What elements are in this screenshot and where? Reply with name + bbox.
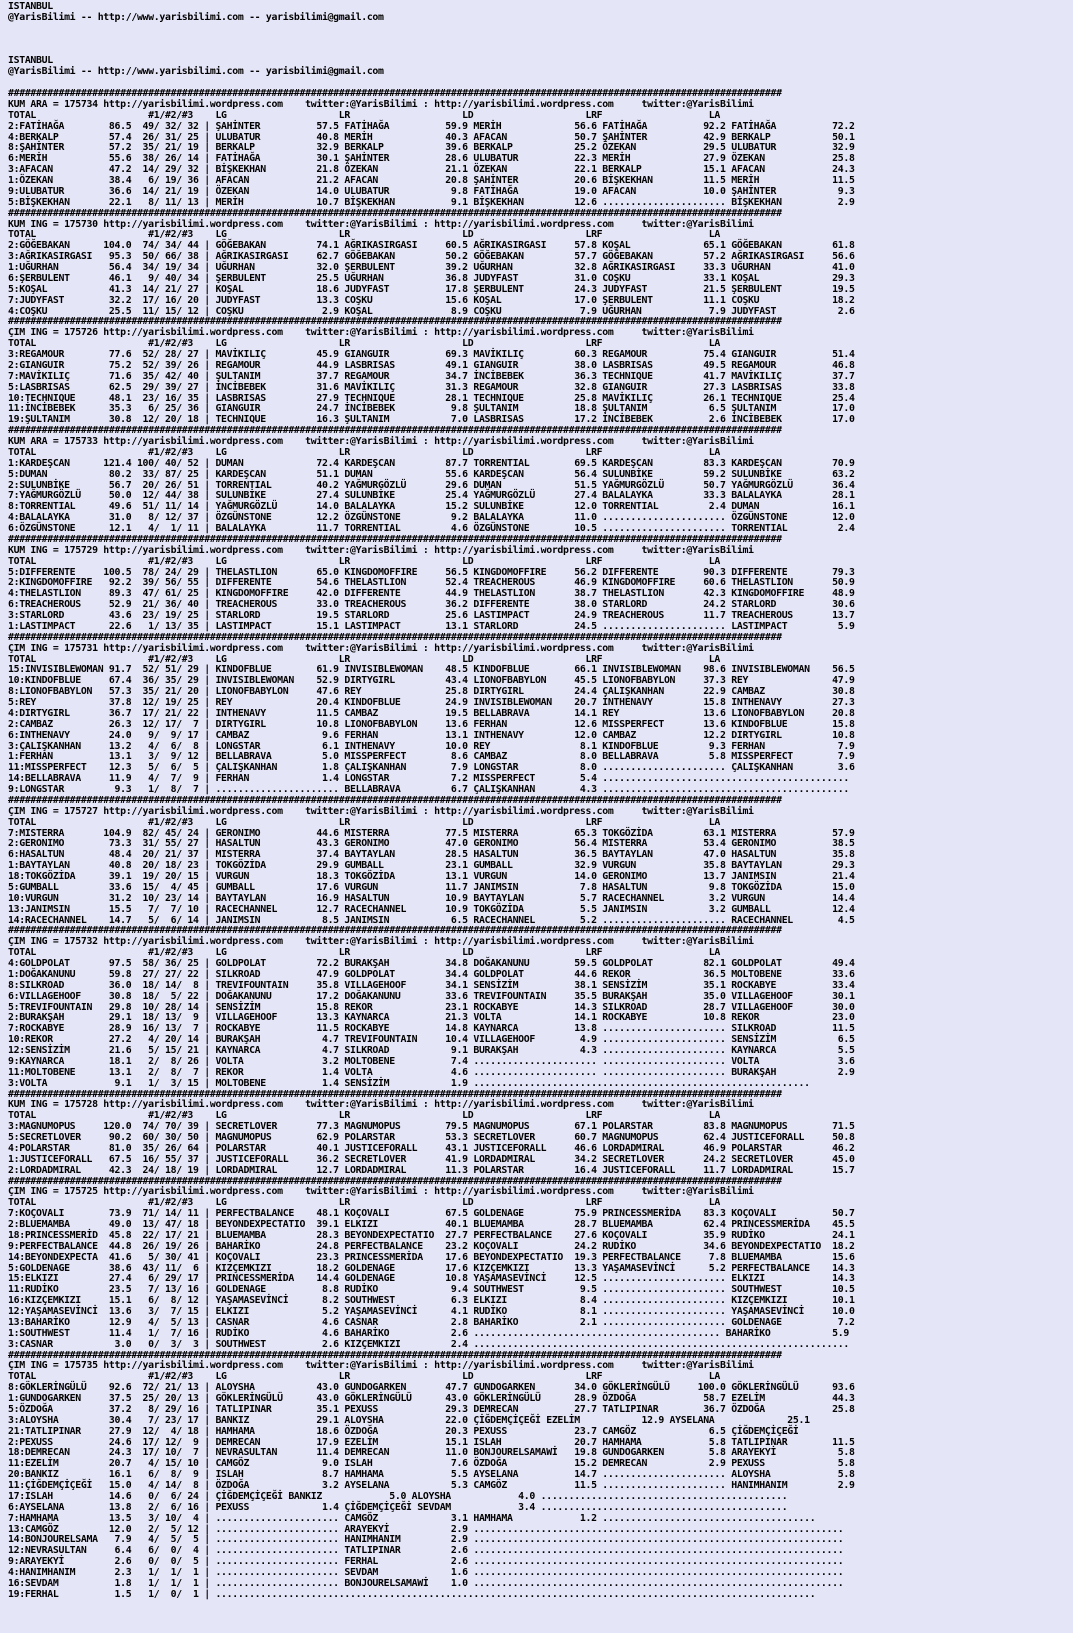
table-row: 14:BONJOURELSAMA 7.9 4/ 5/ 5 | ...................... HANIMHANIM 2.9 ..................................................................	[8, 1534, 844, 1546]
table-row: 20:BANKIZ 16.1 6/ 8/ 9 | ISLAH 8.7 HAMHAMA 5.5 AYSELANA 14.7 ...................... ALOYSHA 5.8	[8, 1469, 855, 1481]
table-row: 2:CAMBAZ 26.3 12/ 17/ 7 | DIRTYGIRL 10.8 LIONOFBABYLON 13.6 FERHAN 12.6 MISSPERFECT 13.6 KINDOFBLUE 15.8	[8, 718, 855, 730]
separator-line: ##########################################################################################################################################	[8, 925, 782, 937]
table-row: 3:MAGNUMOPUS 120.0 74/ 70/ 39 | SECRETLOVER 77.3 MAGNUMOPUS 79.5 MAGNUMOPUS 67.1 POLARSTAR 83.8 MAGNUMOPUS 71.5	[8, 1121, 855, 1133]
table-row: 3:AFACAN 47.2 14/ 29/ 32 | BİŞKEKHAN 21.8 ÖZEKAN 21.1 ÖZEKAN 22.1 BERKALP 15.1 AFACAN 24.3	[8, 164, 855, 176]
table-row: 9:PERFECTBALANCE 44.8 26/ 19/ 26 | BAHARİKO 24.8 PERFECTBALANCE 23.2 KOÇOVALI 24.2 RUDİKO 34.6 BEYONDEXPECTATIO 18.2	[8, 1240, 855, 1252]
column-headers: TOTAL #1/#2/#3 LG LR LD LRF LA	[8, 1197, 721, 1209]
race-header: KUM ING = 175729 http://yarisbilimi.wordpress.com twitter:@YarisBilimi : http://yarisbilimi.wordpress.com twitter:@YarisBilimi	[8, 544, 754, 556]
table-row: 4:GOLDPOLAT 97.5 58/ 36/ 25 | GOLDPOLAT 72.2 BURAKŞAH 34.8 DOĞAKANUNU 59.5 GOLDPOLAT 82.1 GOLDPOLAT 49.4	[8, 958, 855, 969]
table-row: 2:PEXUSS 24.6 17/ 12/ 9 | DEMRECAN 17.9 EZELİM 15.1 ISLAH 20.7 HAMHAMA 5.8 TATLIPINAR 11.5	[8, 1436, 855, 1448]
separator-line: ##########################################################################################################################################	[8, 1175, 782, 1187]
table-row: 4:BALALAYKA 31.0 8/ 12/ 37 | ÖZGÜNSTONE 12.2 ÖZGÜNSTONE 9.2 BALALAYKA 11.0 ...................... ÖZGÜNSTONE 12.0	[8, 512, 855, 524]
table-row: 6:INTHENAVY 24.0 9/ 9/ 17 | CAMBAZ 9.6 FERHAN 13.1 INTHENAVY 12.0 CAMBAZ 12.2 DIRTYGIRL 10.8	[8, 729, 855, 741]
table-row: 2:KINGDOMOFFIRE 92.2 39/ 56/ 55 | DIFFERENTE 54.6 THELASTLION 52.4 TREACHEROUS 46.9 KINGDOMOFFIRE 60.6 THELASTLION 50.9	[8, 577, 855, 589]
table-row: 4:DIRTYGIRL 36.7 17/ 21/ 22 | INTHENAVY 11.5 CAMBAZ 19.5 BELLABRAVA 14.1 REY 13.6 LIONOFBABYLON 20.8	[8, 707, 855, 719]
separator-line: ##########################################################################################################################################	[8, 533, 782, 545]
race-tables	[8, 88, 855, 1600]
table-row: 5:REY 37.8 12/ 19/ 25 | REY 20.4 KINDOFBLUE 24.9 INVISIBLEWOMAN 20.7 İNTHENAVY 15.8 INTHENAVY 27.3	[8, 697, 855, 708]
table-row: 13:JANIMSIN 15.5 7/ 7/ 10 | RACECHANNEL 12.7 RACECHANNEL 10.9 TOKGÖZİDA 5.5 JANIMSIN 3.2 GUMBALL 12.4	[8, 903, 855, 915]
table-row: 18:TOKGÖZİDA 39.1 19/ 20/ 15 | VURGUN 18.3 TOKGÖZİDA 13.1 VURGUN 14.0 GERONIMO 13.7 JANIMSIN 21.4	[8, 871, 855, 882]
table-row: 4:COŞKU 25.5 11/ 15/ 12 | COŞKU 2.9 KOŞAL 8.9 COŞKU 7.9 UĞURHAN 7.9 JUDYFAST 2.6	[8, 305, 855, 317]
table-row: 3:VOLTA 9.1 1/ 3/ 15 | MOLTOBENE 1.4 SENSİZİM 1.9 ............................................................	[8, 1077, 810, 1089]
table-row: 10:KINDOFBLUE 67.4 36/ 35/ 29 | INVISIBLEWOMAN 52.9 DIRTYGIRL 43.4 LIONOFBABYLON 45.5 LIONOFBABYLON 37.3 REY 47.9	[8, 675, 855, 687]
table-row: 7:YAĞMURGÖZLÜ 50.0 12/ 44/ 38 | SULUNBİKE 27.4 SULUNBİKE 25.4 YAĞMURGÖZLÜ 27.4 BALALAYKA 33.3 BALALAYKA 28.1	[8, 490, 855, 502]
table-row: 4:BERKALP 57.4 26/ 31/ 25 | ULUBATUR 40.8 MERİH 40.3 AFACAN 50.7 ŞAHİNTER 42.9 BERKALP 50.1	[8, 131, 855, 143]
table-row: 2:GERONIMO 73.3 31/ 55/ 27 | HASALTUN 43.3 GERONIMO 47.0 GERONIMO 56.4 MISTERRA 53.4 GERONIMO 38.5	[8, 838, 855, 850]
table-row: 2:BURAKŞAH 29.1 18/ 13/ 9 | VILLAGEHOOF 13.3 KAYNARCA 21.3 VOLTA 14.1 ROCKABYE 10.8 REKOR 23.0	[8, 1012, 855, 1024]
race-header: KUM ING = 175730 http://yarisbilimi.wordpress.com twitter:@YarisBilimi : http://yarisbilimi.wordpress.com twitter:@YarisBilimi	[8, 218, 754, 230]
table-row: 3:STARLORD 43.6 23/ 19/ 25 | STARLORD 19.5 STARLORD 25.6 LASTIMPACT 24.9 TREACHEROUS 11.7 TREACHEROUS 13.7	[8, 610, 855, 621]
separator-line: ##########################################################################################################################################	[8, 316, 782, 328]
column-headers: TOTAL #1/#2/#3 LG LR LD LRF LA	[8, 947, 721, 959]
table-row: 12:SENSİZİM 21.6 5/ 15/ 21 | KAYNARCA 4.7 SILKROAD 9.1 BURAKŞAH 4.3 ...................... KAYNARCA 5.5	[8, 1045, 855, 1056]
separator-line: ##########################################################################################################################################	[8, 631, 782, 643]
table-row: 1:BAYTAYLAN 40.8 20/ 18/ 23 | TOKGÖZİDA 29.9 GUMBALL 23.1 GUMBALL 32.9 VURGUN 35.8 BAYTAYLAN 29.3	[8, 860, 855, 872]
table-row: 4:THELASTLION 89.3 47/ 61/ 25 | KINGDOMOFFIRE 42.0 DIFFERENTE 44.9 THELASTLION 38.7 THELASTLION 42.3 KINGDOMOFFIRE 48.9	[8, 588, 855, 600]
table-row: 11:İNCİBEBEK 35.3 6/ 25/ 36 | GIANGUIR 24.7 İNCİBEBEK 9.8 ŞULTANIM 18.8 ŞULTANIM 6.5 ŞULTANIM 17.0	[8, 403, 855, 415]
table-row: 5:DUMAN 80.2 33/ 87/ 25 | KARDEŞCAN 51.1 DUMAN 55.6 KARDEŞCAN 56.4 SULUNBİKE 59.2 SULUNBİKE 63.2	[8, 468, 855, 480]
separator-line: ##########################################################################################################################################	[8, 207, 782, 219]
column-headers: TOTAL #1/#2/#3 LG LR LD LRF LA	[8, 653, 721, 665]
table-row: 14:RACECHANNEL 14.7 5/ 6/ 14 | JANIMSIN 8.5 JANIMSIN 6.5 RACECHANNEL 5.2 ...................... RACECHANNEL 4.5	[8, 914, 855, 926]
table-row: 7:ROCKABYE 28.9 16/ 13/ 7 | ROCKABYE 11.5 ROCKABYE 14.8 KAYNARCA 13.8 ...................... SILKROAD 11.5	[8, 1023, 855, 1035]
race-header: ÇIM ING = 175732 http://yarisbilimi.wordpress.com twitter:@YarisBilimi : http://yarisbilimi.wordpress.com twitter:@YarisBilimi	[8, 936, 754, 948]
table-row: 1:SOUTHWEST 11.4 1/ 7/ 16 | RUDİKO 4.6 BAHARİKO 2.6 ............................................ BAHARİKO 5.9	[8, 1327, 849, 1339]
separator-line: ##########################################################################################################################################	[8, 425, 782, 437]
table-row: 19:FERHAL 1.5 1/ 0/ 1 | ...........................................................................................................	[8, 1588, 816, 1600]
table-row: 5:SECRETLOVER 90.2 60/ 30/ 50 | MAGNUMOPUS 62.9 POLARSTAR 53.3 SECRETLOVER 60.7 MAGNUMOPUS 62.4 JUSTICEFORALL 50.8	[8, 1132, 855, 1143]
race-header: ÇIM ING = 175731 http://yarisbilimi.wordpress.com twitter:@YarisBilimi : http://yarisbilimi.wordpress.com twitter:@YarisBilimi	[8, 642, 754, 654]
column-headers: TOTAL #1/#2/#3 LG LR LD LRF LA	[8, 446, 721, 458]
table-row: 2:FATİHAĞA 86.5 49/ 32/ 32 | ŞAHİNTER 57.5 FATİHAĞA 59.9 MERİH 56.6 FATİHAĞA 92.2 FATİHAĞA 72.2	[8, 120, 855, 132]
column-headers: TOTAL #1/#2/#3 LG LR LD LRF LA	[8, 1110, 721, 1122]
table-row: 19:ŞULTANIM 30.8 12/ 20/ 18 | TECHNIQUE 16.3 ŞULTANIM 7.0 LASBRISAS 17.2 İNCİBEBEK 2.6 İNCİBEBEK 17.0	[8, 414, 855, 426]
table-row: 7:HAMHAMA 13.5 3/ 10/ 4 | ...................... CAMGÖZ 3.1 HAMHAMA 1.2 ......................................	[8, 1512, 816, 1524]
table-row: 4:HANIMHANIM 2.3 1/ 1/ 1 | ...................... SEVDAM 1.6 ..................................................................	[8, 1567, 844, 1578]
table-row: 7:JUDYFAST 32.2 17/ 16/ 20 | JUDYFAST 13.3 COŞKU 15.6 KOŞAL 17.0 ŞERBULENT 11.1 COŞKU 18.2	[8, 294, 855, 306]
table-row: 1:FERHAN 13.1 3/ 9/ 12 | BELLABRAVA 5.0 MISSPERFECT 8.6 CAMBAZ 8.0 BELLABRAVA 5.8 MISSPERFECT 7.9	[8, 751, 855, 763]
table-row: 5:GOLDENAGE 38.6 43/ 11/ 6 | KIZÇEMKIZI 18.2 GOLDENAGE 17.6 KIZÇEMKIZI 13.3 YAŞAMASEVİNCİ 5.2 PERFECTBALANCE 14.3	[8, 1262, 855, 1274]
table-row: 2:GÖĞEBAKAN 104.0 74/ 34/ 44 | GÖĞEBAKAN 74.1 AĞRIKASIRGASI 60.5 AĞRIKASIRGASI 57.8 KOŞAL 65.1 GÖĞEBAKAN 61.8	[8, 240, 855, 252]
credit-line: @YarisBilimi -- http://www.yarisbilimi.com -- yarisbilimi@gmail.com	[8, 11, 384, 23]
table-row: 7:MAVİKILIÇ 71.6 35/ 42/ 40 | ŞULTANIM 37.7 REGAMOUR 34.7 İNCİBEBEK 36.3 TECHNIQUE 41.7 MAVİKILIÇ 37.7	[8, 370, 855, 382]
table-row: 8:SILKROAD 36.0 18/ 14/ 8 | TREVIFOUNTAIN 35.8 VILLAGEHOOF 34.1 SENSİZİM 38.1 SENSİZİM 35.1 ROCKABYE 33.4	[8, 979, 855, 991]
table-row: 6:VILLAGEHOOF 30.8 18/ 5/ 22 | DOĞAKANUNU 17.2 DOĞAKANUNU 33.6 TREVIFOUNTAIN 35.5 BURAKŞAH 35.0 VILLAGEHOOF 30.1	[8, 990, 855, 1002]
table-row: 21:TATLIPINAR 27.9 12/ 4/ 18 | HAMHAMA 18.6 ÖZDOĞA 20.3 PEXUSS 23.7 CAMGÖZ 6.5 ÇİĞDEMÇİÇEĞİ	[8, 1425, 799, 1437]
table-row: 9:LONGSTAR 9.3 1/ 8/ 7 | ...................... BELLABRAVA 6.7 ÇALIŞKANHAN 4.3 ............................................	[8, 784, 849, 795]
table-row: 14:BEYONDEXPECTA 41.6 5/ 30/ 41 | KOÇOVALI 23.3 PRINCESSMERİDA 17.6 BEYONDEXPECTATIO 19.3 PERFECTBALANCE 7.8 BLUEMAMBA 15.6	[8, 1251, 855, 1263]
race-section	[8, 316, 855, 425]
table-row: 16:SEVDAM 1.8 1/ 1/ 1 | ...................... BONJOURELSAMAWİ 1.0 ..................................................................	[8, 1577, 844, 1589]
table-row: 1:JUSTICEFORALL 67.5 16/ 55/ 37 | JUSTICEFORALL 36.2 SECRETLOVER 41.9 LORDADMIRAL 34.2 SECRETLOVER 24.2 SECRETLOVER 45.0	[8, 1153, 855, 1165]
race-header: ÇIM ING = 175725 http://yarisbilimi.wordpress.com twitter:@YarisBilimi : http://yarisbilimi.wordpress.com twitter:@YarisBilimi	[8, 1186, 754, 1198]
table-row: 6:TREACHEROUS 52.9 21/ 36/ 40 | TREACHEROUS 33.0 TREACHEROUS 36.2 DIFFERENTE 38.0 STARLORD 24.2 STARLORD 30.6	[8, 599, 855, 611]
table-row: 8:GÖKLERİNGÜLÜ 92.6 72/ 21/ 13 | ALOYSHA 43.0 GUNDOGARKEN 47.7 GUNDOGARKEN 34.0 GÖKLERİNGÜLÜ 100.0 GÖKLERİNGÜLÜ 93.6	[8, 1382, 855, 1394]
race-section	[8, 925, 855, 1088]
race-section	[8, 1089, 855, 1176]
table-row: 1:UĞURHAN 56.4 34/ 19/ 34 | UĞURHAN 32.0 ŞERBULENT 39.2 UĞURHAN 32.8 AĞRIKASIRGASI 33.3 UĞURHAN 41.0	[8, 262, 855, 273]
race-section	[8, 795, 855, 926]
table-row: 1:KARDEŞCAN 121.4 100/ 40/ 52 | DUMAN 72.4 KARDEŞCAN 87.7 TORRENTIAL 69.5 KARDEŞCAN 83.3 KARDEŞCAN 70.9	[8, 457, 855, 469]
table-row: 1:DOĞAKANUNU 59.8 27/ 27/ 22 | SILKROAD 47.9 GOLDPOLAT 34.4 GOLDPOLAT 44.6 REKOR 36.5 MOLTOBENE 33.6	[8, 968, 855, 980]
table-row: 11:ÇİĞDEMÇİÇEĞİ 15.0 4/ 14/ 8 | ÖZDOĞA 3.2 AYSELANA 5.3 CAMGÖZ 11.5 ...................... HANIMHANIM 2.9	[8, 1480, 855, 1491]
column-headers: TOTAL #1/#2/#3 LG LR LD LRF LA	[8, 229, 721, 241]
table-row: 15:INVISIBLEWOMAN 91.7 52/ 51/ 29 | KINDOFBLUE 61.9 INVISIBLEWOMAN 48.5 KINDOFBLUE 66.1 INVISIBLEWOMAN 98.6 INVISIBLEWOMAN 56.5	[8, 664, 855, 676]
table-row: 14:BELLABRAVA 11.9 4/ 7/ 9 | FERHAN 1.4 LONGSTAR 7.2 MISSPERFECT 5.4 ............................................	[8, 773, 849, 785]
table-row: 17:ISLAH 14.6 0/ 6/ 24 | ÇİĞDEMÇİÇEĞİ BANKIZ 5.0 ALOYSHA 4.0 ............................................	[8, 1490, 788, 1502]
column-headers: TOTAL #1/#2/#3 LG LR LD LRF LA	[8, 109, 721, 121]
table-row: 7:KOÇOVALI 73.9 71/ 14/ 11 | PERFECTBALANCE 48.1 KOÇOVALI 67.5 GOLDENAGE 75.9 PRINCESSMERİDA 83.3 KOÇOVALI 50.7	[8, 1208, 855, 1220]
credit-line-repeat: @YarisBilimi -- http://www.yarisbilimi.com -- yarisbilimi@gmail.com	[8, 66, 384, 78]
table-row: 7:MISTERRA 104.9 82/ 45/ 24 | GERONIMO 44.6 MISTERRA 77.5 MISTERRA 65.3 TOKGÖZİDA 63.1 MISTERRA 57.9	[8, 827, 855, 839]
table-row: 15:ELKIZI 27.4 6/ 29/ 17 | PRINCESSMERİDA 14.4 GOLDENAGE 10.8 YAŞAMASEVİNCİ 12.5 ...................... ELKIZI 14.3	[8, 1273, 855, 1285]
separator-line: ##########################################################################################################################################	[8, 1349, 782, 1361]
race-header: ÇIM ING = 175726 http://yarisbilimi.wordpress.com twitter:@YarisBilimi : http://yarisbilimi.wordpress.com twitter:@YarisBilimi	[8, 327, 754, 339]
race-section	[8, 632, 855, 795]
table-row: 8:TORRENTIAL 49.6 51/ 11/ 14 | YAĞMURGÖZLÜ 14.0 BALALAYKA 15.2 SULUNBİKE 12.0 TORRENTIAL 2.4 DUMAN 16.1	[8, 501, 855, 513]
table-row: 2:GIANGUIR 75.2 52/ 39/ 26 | REGAMOUR 44.9 LASBRISAS 49.1 GIANGUIR 38.0 LASBRISAS 49.5 REGAMOUR 46.8	[8, 359, 855, 371]
separator-line: ##########################################################################################################################################	[8, 88, 782, 99]
table-row: 8:LIONOFBABYLON 57.3 35/ 21/ 20 | LIONOFBABYLON 47.6 REY 25.8 DIRTYGIRL 24.4 ÇALIŞKANHAN 22.9 CAMBAZ 30.8	[8, 686, 855, 698]
table-row: 3:ÇALIŞKANHAN 13.2 4/ 6/ 8 | LONGSTAR 6.1 INTHENAVY 10.0 REY 8.1 KINDOFBLUE 9.3 FERHAN 7.9	[8, 740, 855, 752]
table-row: 6:MERİH 55.6 38/ 26/ 14 | FATİHAĞA 30.1 ŞAHİNTER 28.6 ULUBATUR 22.3 MERİH 27.9 ÖZEKAN 25.8	[8, 153, 855, 165]
table-row: 11:RUDİKO 23.5 7/ 13/ 16 | GOLDENAGE 8.8 RUDİKO 9.4 SOUTHWEST 9.5 ...................... SOUTHWEST 10.5	[8, 1284, 855, 1296]
table-row: 1:GUNDOGARKEN 37.5 25/ 20/ 13 | GÖKLERİNGÜLÜ 43.0 GÖKLERİNGÜLÜ 43.0 GÖKLERİNGÜLÜ 28.9 ÖZDOĞA 58.7 EZELİM 44.3	[8, 1393, 855, 1404]
table-row: 5:BİŞKEKHAN 22.1 8/ 11/ 13 | MERİH 10.7 BİŞKEKHAN 9.1 BİŞKEKHAN 12.6 ...................... BİŞKEKHAN 2.9	[8, 196, 855, 208]
table-row: 6:ÖZGÜNSTONE 12.1 4/ 1/ 11 | BALALAYKA 11.7 TORRENTIAL 4.6 ÖZGÜNSTONE 10.5 ...................... TORRENTIAL 2.4	[8, 523, 855, 534]
table-row: 10:VURGUN 31.2 10/ 23/ 14 | BAYTAYLAN 16.9 HASALTUN 10.9 BAYTAYLAN 5.7 RACECHANNEL 3.2 VURGUN 14.4	[8, 892, 855, 904]
table-row: 5:KOŞAL 41.3 14/ 21/ 27 | KOŞAL 18.6 JUDYFAST 17.8 ŞERBULENT 24.3 JUDYFAST 21.5 ŞERBULENT 19.5	[8, 283, 855, 295]
table-row: 8:ŞAHİNTER 57.2 35/ 21/ 19 | BERKALP 32.9 BERKALP 39.6 BERKALP 25.2 ÖZEKAN 29.5 ULUBATUR 32.9	[8, 142, 855, 154]
table-row: 3:CASNAR 3.0 0/ 3/ 3 | SOUTHWEST 2.6 KIZÇEMKIZI 2.4 ...................................................................	[8, 1338, 849, 1350]
column-headers: TOTAL #1/#2/#3 LG LR LD LRF LA	[8, 555, 721, 567]
table-row: 11:MOLTOBENE 13.1 2/ 8/ 7 | REKOR 1.4 VOLTA 4.6 ...................... ...................... BURAKŞAH 2.9	[8, 1066, 855, 1078]
table-row: 2:BLUEMAMBA 49.0 13/ 47/ 18 | BEYONDEXPECTATIO 39.1 ELKIZI 40.1 BLUEMAMBA 28.7 BLUEMAMBA 62.4 PRINCESSMERİDA 45.5	[8, 1219, 855, 1230]
table-row: 12:NEVRASULTAN 6.4 6/ 0/ 4 | ...................... TATLIPINAR 2.6 ..................................................................	[8, 1545, 844, 1557]
table-row: 2:SULUNBİKE 56.7 20/ 26/ 51 | TORRENTIAL 40.2 YAĞMURGÖZLÜ 29.6 DUMAN 51.5 YAĞMURGÖZLÜ 50.7 YAĞMURGÖZLÜ 36.4	[8, 479, 855, 491]
table-row: 6:AYSELANA 13.8 2/ 6/ 16 | PEXUSS 1.4 ÇİĞDEMÇİÇEĞİ SEVDAM 3.4 ............................................	[8, 1501, 788, 1513]
table-row: 9:ARAYEKYİ 2.6 0/ 0/ 5 | ...................... FERHAL 2.6 ..................................................................	[8, 1556, 844, 1568]
table-row: 5:DIFFERENTE 100.5 78/ 24/ 29 | THELASTLION 65.0 KINGDOMOFFIRE 56.5 KINGDOMOFFIRE 56.2 DIFFERENTE 90.3 DIFFERENTE 79.3	[8, 566, 855, 578]
table-row: 16:KIZÇEMKIZI 15.1 6/ 8/ 12 | YAŞAMASEVİNCİ 8.2 SOUTHWEST 6.3 ELKIZI 8.4 ...................... KIZÇEMKIZI 10.1	[8, 1295, 855, 1307]
table-row: 5:GUMBALL 33.6 15/ 4/ 45 | GUMBALL 17.6 VURGUN 11.7 JANIMSIN 7.8 HASALTUN 9.8 TOKGÖZİDA 15.0	[8, 881, 855, 893]
race-section	[8, 1350, 855, 1600]
table-row: 11:MISSPERFECT 12.3 5/ 6/ 5 | ÇALIŞKANHAN 1.8 ÇALIŞKANHAN 7.9 LONGSTAR 8.0 ...................... ÇALIŞKANHAN 3.6	[8, 762, 855, 774]
separator-line: ##########################################################################################################################################	[8, 794, 782, 806]
table-row: 2:LORDADMIRAL 42.3 24/ 18/ 19 | LORDADMIRAL 12.7 LORDADMIRAL 11.3 POLARSTAR 16.4 JUSTICEFORALL 11.7 LORDADMIRAL 15.7	[8, 1164, 855, 1176]
document-title-repeat: ISTANBUL	[8, 55, 53, 67]
race-section	[8, 1176, 855, 1350]
table-row: 3:AĞRIKASIRGASI 95.3 50/ 66/ 38 | AĞRIKASIRGASI 62.7 GÖĞEBAKAN 50.2 GÖĞEBAKAN 57.7 GÖĞEBAKAN 57.2 AĞRIKASIRGASI 56.6	[8, 251, 855, 263]
separator-line: ##########################################################################################################################################	[8, 1088, 782, 1100]
column-headers: TOTAL #1/#2/#3 LG LR LD LRF LA	[8, 338, 721, 350]
document-title: ISTANBUL	[8, 1, 53, 12]
race-section	[8, 425, 855, 534]
race-header: ÇIM ING = 175735 http://yarisbilimi.wordpress.com twitter:@YarisBilimi : http://yarisbilimi.wordpress.com twitter:@YarisBilimi	[8, 1360, 754, 1372]
table-row: 1:ÖZEKAN 38.4 6/ 19/ 36 | AFACAN 21.2 AFACAN 20.8 ŞAHİNTER 20.6 BİŞKEKHAN 11.5 MERİH 11.5	[8, 175, 855, 186]
table-row: 11:EZELİM 20.7 4/ 15/ 10 | CAMGÖZ 9.0 ISLAH 7.6 ÖZDOĞA 15.2 DEMRECAN 2.9 PEXUSS 5.8	[8, 1458, 855, 1470]
table-row: 13:CAMGÖZ 12.0 2/ 5/ 12 | ...................... ARAYEKYİ 2.9 ..................................................................	[8, 1523, 844, 1535]
table-row: 5:LASBRISAS 62.5 29/ 39/ 27 | İNCİBEBEK 31.6 MAVİKILIÇ 31.3 REGAMOUR 32.8 GIANGUIR 27.3 LASBRISAS 33.8	[8, 381, 855, 393]
table-row: 10:REKOR 27.2 4/ 20/ 14 | BURAKŞAH 4.7 TREVIFOUNTAIN 10.4 VILLAGEHOOF 4.9 ...................... SENSİZİM 6.5	[8, 1034, 855, 1046]
column-headers: TOTAL #1/#2/#3 LG LR LD LRF LA	[8, 816, 721, 828]
race-header: ÇIM ING = 175727 http://yarisbilimi.wordpress.com twitter:@YarisBilimi : http://yarisbilimi.wordpress.com twitter:@YarisBilimi	[8, 805, 754, 817]
table-row: 18:PRINCESSMERİD 45.8 22/ 17/ 21 | BLUEMAMBA 28.3 BEYONDEXPECTATIO 27.7 PERFECTBALANCE 27.6 KOÇOVALI 35.9 RUDİKO 24.1	[8, 1229, 855, 1241]
table-row: 1:LASTIMPACT 22.6 1/ 13/ 35 | LASTIMPACT 15.1 LASTIMPACT 13.1 STARLORD 24.5 ...................... LASTIMPACT 5.9	[8, 620, 855, 632]
table-row: 9:ULUBATUR 36.6 14/ 21/ 19 | ÖZEKAN 14.0 ULUBATUR 9.8 FATİHAĞA 19.0 AFACAN 10.0 ŞAHİNTER 9.3	[8, 185, 855, 197]
race-section	[8, 208, 855, 317]
race-header: KUM ING = 175728 http://yarisbilimi.wordpress.com twitter:@YarisBilimi : http://yarisbilimi.wordpress.com twitter:@YarisBilimi	[8, 1099, 754, 1111]
table-row: 10:TECHNIQUE 48.1 23/ 16/ 35 | LASBRISAS 27.9 TECHNIQUE 28.1 TECHNIQUE 25.8 MAVİKILIÇ 26.1 TECHNIQUE 25.4	[8, 392, 855, 404]
table-row: 5:TREVIFOUNTAIN 29.8 10/ 28/ 14 | SENSİZİM 15.8 REKOR 23.1 ROCKABYE 14.3 SILKROAD 28.7 VILLAGEHOOF 30.0	[8, 1001, 855, 1013]
table-row: 5:ÖZDOĞA 37.2 8/ 29/ 16 | TATLIPINAR 35.1 PEXUSS 29.3 DEMRECAN 27.7 TATLIPINAR 36.7 ÖZDOĞA 25.8	[8, 1403, 855, 1415]
race-section	[8, 88, 855, 208]
table-row: 6:HASALTUN 48.4 20/ 21/ 37 | MISTERRA 37.4 BAYTAYLAN 28.5 HASALTUN 36.5 BAYTAYLAN 47.0 HASALTUN 35.8	[8, 849, 855, 861]
table-row: 4:POLARSTAR 81.0 35/ 26/ 64 | POLARSTAR 40.1 JUSTICEFORALL 43.1 JUSTICEFORALL 46.6 LORDADMIRAL 46.9 POLARSTAR 46.2	[8, 1142, 855, 1154]
table-row: 12:YAŞAMASEVİNCİ 13.6 3/ 7/ 15 | ELKIZI 5.2 YAŞAMASEVİNCİ 4.1 RUDİKO 8.1 ...................... YAŞAMASEVİNCİ 10.0	[8, 1306, 855, 1317]
race-header: KUM ARA = 175733 http://yarisbilimi.wordpress.com twitter:@YarisBilimi : http://yarisbilimi.wordpress.com twitter:@YarisBilimi	[8, 436, 754, 447]
race-section	[8, 534, 855, 632]
table-row: 13:BAHARİKO 12.9 4/ 5/ 13 | CASNAR 4.6 CASNAR 2.8 BAHARİKO 2.1 ...................... GOLDENAGE 7.2	[8, 1316, 855, 1328]
column-headers: TOTAL #1/#2/#3 LG LR LD LRF LA	[8, 1371, 721, 1383]
table-row: 6:ŞERBULENT 46.1 9/ 40/ 34 | ŞERBULENT 25.5 UĞURHAN 36.8 JUDYFAST 31.0 COŞKU 33.1 KOŞAL 29.3	[8, 272, 855, 284]
race-header: KUM ARA = 175734 http://yarisbilimi.wordpress.com twitter:@YarisBilimi : http://yarisbilimi.wordpress.com twitter:@YarisBilimi	[8, 98, 754, 110]
table-row: 3:REGAMOUR 77.6 52/ 28/ 27 | MAVİKILIÇ 45.9 GIANGUIR 69.3 MAVİKILIÇ 60.3 REGAMOUR 75.4 GIANGUIR 51.4	[8, 349, 855, 360]
table-row: 9:KAYNARCA 18.1 2/ 8/ 26 | VOLTA 3.2 MOLTOBENE 7.4 ...................... ...................... VOLTA 3.6	[8, 1055, 855, 1067]
table-row: 18:DEMRECAN 24.3 17/ 10/ 7 | NEVRASULTAN 11.4 DEMRECAN 11.0 BONJOURELSAMAWİ 19.8 GUNDOGARKEN 5.8 ARAYEKYİ 5.8	[8, 1447, 855, 1459]
table-row: 3:ALOYSHA 30.4 7/ 23/ 17 | BANKIZ 29.1 ALOYSHA 22.0 ÇİĞDEMÇİÇEĞİ EZELİM 12.9 AYSELANA 25.1	[8, 1414, 810, 1426]
